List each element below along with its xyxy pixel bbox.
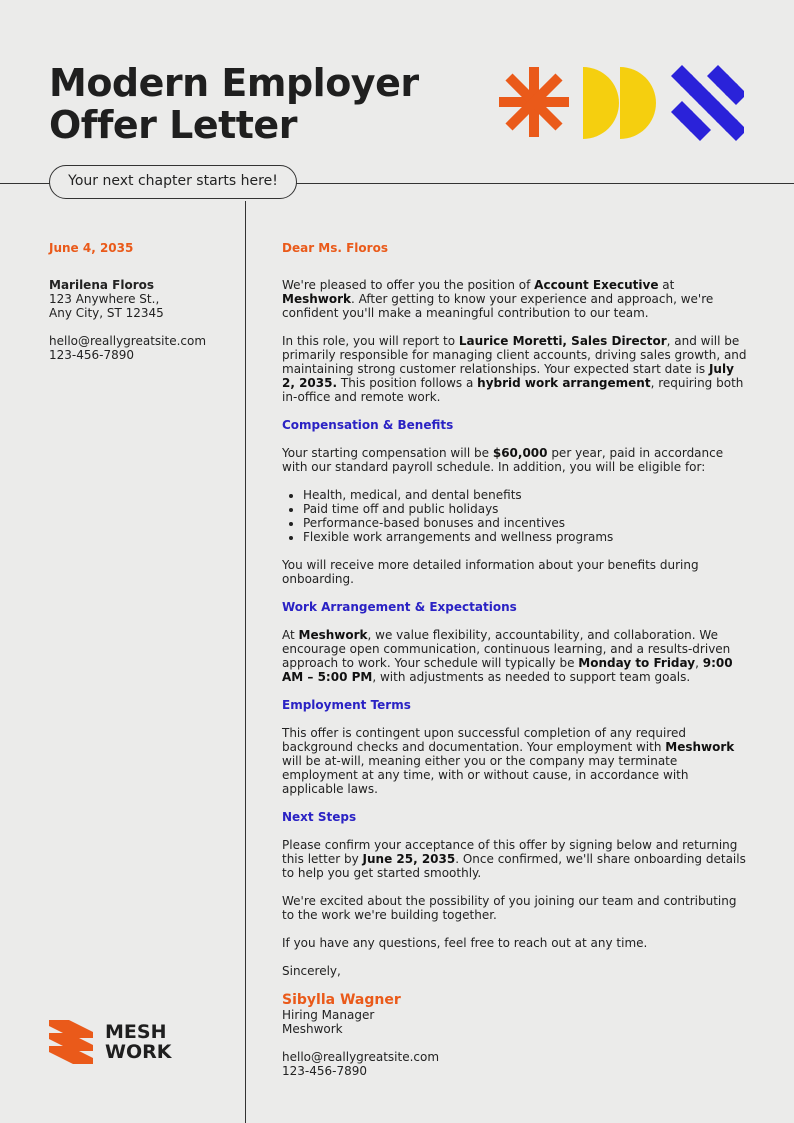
letter-date: June 4, 2035 (49, 241, 134, 255)
paragraph-benefits-info: You will receive more detailed information about your benefits during onboarding. (282, 558, 699, 586)
signer-name: Sibylla Wagner (282, 992, 401, 1008)
address-line-2: Any City, ST 12345 (49, 306, 164, 320)
signer-email: hello@reallygreatsite.com (282, 1050, 440, 1064)
closing: Sincerely, (282, 964, 341, 978)
signer-phone: 123-456-7890 (282, 1064, 368, 1078)
paragraph-work-arrangement: At Meshwork, we value flexibility, accountability, and collaboration. We encourage open communication, continuous learning, and a results-driven approach to work. Your schedule will typically be Monday to Friday, 9:00 AM – 5:00 PM, with adjustments as needed to support team goals. (282, 628, 733, 684)
salutation: Dear Ms. Floros (282, 241, 388, 255)
paragraph-role: In this role, you will report to Laurice Moretti, Sales Director, and will be primarily responsible for managing client accounts, driving sales growth, and maintaining strong customer relationships. Your expected start date is July 2, 2035. This position follows a hybrid work arrangement, requiring both in-office and remote work. (282, 334, 747, 404)
logo-wordmark: MESH WORK (105, 1021, 172, 1063)
list-item: • Performance-based bonuses and incentives (303, 516, 750, 530)
paragraph-compensation: Your starting compensation will be $60,000 per year, paid in accordance with our standard payroll schedule. In addition, you will be eligible for: (282, 446, 724, 474)
meshwork-logo-icon (49, 1020, 93, 1064)
half-circles-icon (583, 67, 656, 139)
benefits-list (282, 488, 750, 544)
tagline-badge: Your next chapter starts here! (49, 165, 297, 199)
paragraph-excited: We're excited about the possibility of you joining our team and contributing to the work we're building together. (282, 894, 737, 922)
list-item: • Health, medical, and dental benefits (303, 488, 750, 502)
contact-email: hello@reallygreatsite.com (49, 334, 207, 348)
section-heading-next-steps: Next Steps (282, 810, 357, 824)
paragraph-next-steps: Please confirm your acceptance of this offer by signing below and returning this letter by June 25, 2035. Once confirmed, we'll share onboarding details to help you get started smoothly. (282, 838, 746, 880)
address-line-1: 123 Anywhere St., (49, 292, 160, 306)
decorative-shapes (496, 64, 744, 144)
paragraph-employment-terms: This offer is contingent upon successful completion of any required background checks and documentation. Your employment with Meshwork will be at-will, meaning either you or the company may terminate employment at any time, with or without cause, in accordance with applicable laws. (282, 726, 735, 796)
column-divider (245, 201, 246, 1123)
contact-phone: 123-456-7890 (49, 348, 135, 362)
asterisk-icon (499, 67, 569, 137)
paragraph-questions: If you have any questions, feel free to reach out at any time. (282, 936, 648, 950)
letter-body (282, 241, 750, 1078)
sender-block (49, 241, 239, 362)
company-logo (49, 1020, 171, 1064)
page-title: Modern Employer Offer Letter (49, 61, 419, 147)
signer-title: Hiring Manager (282, 1008, 375, 1022)
recipient-name: Marilena Floros (49, 278, 154, 292)
section-heading-employment-terms: Employment Terms (282, 698, 411, 712)
signer-company: Meshwork (282, 1022, 343, 1036)
section-heading-compensation: Compensation & Benefits (282, 418, 454, 432)
diamond-grid-icon (671, 65, 744, 141)
section-heading-work-arrangement: Work Arrangement & Expectations (282, 600, 517, 614)
paragraph-intro: We're pleased to offer you the position of Account Executive at Meshwork. After getting to know your experience and approach, we're confident you'll make a meaningful contribution to our team. (282, 278, 714, 320)
list-item: • Flexible work arrangements and wellness programs (303, 530, 750, 544)
list-item: • Paid time off and public holidays (303, 502, 750, 516)
